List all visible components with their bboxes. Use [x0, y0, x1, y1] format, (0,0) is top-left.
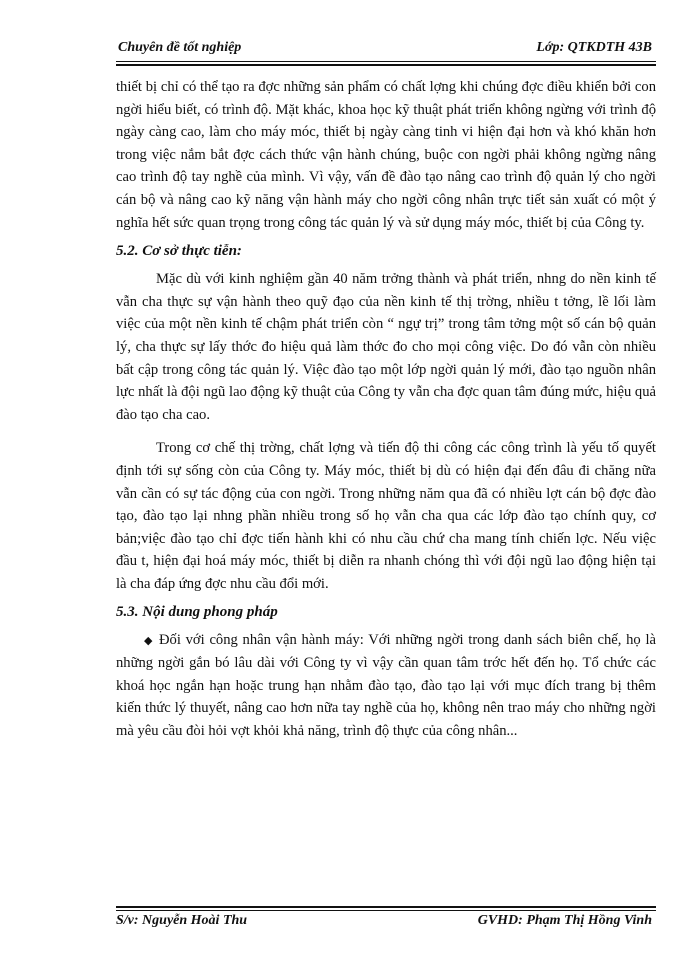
document-body: [116, 76, 656, 742]
paragraph-intro: thiết bị chỉ có thể tạo ra đợc những sản phẩm có chất lợng khi chúng đợc điều khiển bởi con ngời hiểu biết, có trình độ. Mặt khác, khoa học kỹ thuật phát triển không ngừng với trình độ ngày càng cao, làm cho máy móc, thiết bị ngày càng tinh vi hiện đại hơn và khó khăn hơn trong việc nắm bắt đợc cách thức vận hành chúng, buộc con ngời phải không ngừng nâng cao trình độ tay nghề của mình. Vì vậy, vấn đề đào tạo nâng cao trình độ quản lý cho ngời cán bộ và nâng cao kỹ năng vận hành máy cho ngời công nhân trực tiết sản xuất có một ý nghĩa hết sức quan trọng trong công tác quản lý và sử dụng máy móc, thiết bị của Công ty.: [116, 79, 656, 231]
page-header: [116, 38, 656, 58]
header-rule-thin: [116, 61, 656, 62]
paragraph-gap: [116, 426, 656, 437]
diamond-bullet-icon: ◆: [144, 635, 153, 648]
footer-student-name: S/v: Nguyễn Hoài Thu: [116, 913, 248, 928]
footer-rule-thin: [116, 910, 656, 911]
bullet-text: Đối với công nhân vận hành máy: Với những ngời trong danh sách biên chế, họ là những ngời gắn bó lâu dài với Công ty vì vậy cần quan tâm trớc hết đến họ. Tổ chức các khoá học ngắn hạn hoặc trung hạn nhằm đào tạo, đào tạo lại với mục đích trang bị thêm kiến thức lý thuyết, nâng cao hơn nữa tay nghề của họ, không nên trao máy cho những ngời mà yêu cầu đòi hỏi vợt khỏi khả năng, trình độ thực của công nhân...: [116, 632, 656, 739]
footer-supervisor-name: GVHD: Phạm Thị Hồng Vinh: [477, 913, 652, 928]
paragraph-practical-basis: Mặc dù với kinh nghiệm gần 40 năm trởng thành và phát triển, nhng do nền kinh tế vẫn cha thực sự vận hành theo quỹ đạo của nền kinh tế thị trờng, nhiều t tởng, lề lối làm việc của một nền kinh tế chậm phát triển còn “ ngự trị” trong tâm tởng một số cán bộ quản lý, cha thực sự lấy thớc đo hiệu quả làm thớc đo cho mọi công việc. Do đó vẫn còn nhiều bất cập trong công tác quản lý. Việc đào tạo một lớp ngời quản lý mới, đào tạo nguồn nhân lực nhất là đội ngũ lao động kỹ thuật của Công ty vẫn cha đợc quan tâm đúng mức, hiệu quả đào tạo cha cao.: [116, 271, 656, 423]
page-footer: [116, 913, 656, 933]
header-class-label: Lớp: QTKDTH 43B: [536, 40, 652, 55]
footer-rule-thick: [116, 906, 656, 908]
paragraph-bullet-workers: [116, 629, 656, 742]
section-heading-5-3: 5.3. Nội dung phong pháp: [116, 604, 278, 621]
paragraph-market-mechanism: Trong cơ chế thị trờng, chất lợng và tiến độ thi công các công trình là yếu tố quyết định tới sự sống còn của Công ty. Máy móc, thiết bị dù có hiện đại đến đâu đi chăng nữa vẫn cần có sự tác động của con ngời. Trong những năm qua đã có nhiều lợt cán bộ đợc đào tạo, đào tạo lại nhng phần nhiều trong số họ vẫn cha qua các lớp đào tạo chính quy, cơ bản;việc đào tạo chỉ đợc tiến hành khi có nhu cầu chứ cha mang tính chiến lợc. Nếu việc đầu t, hiện đại hoá máy móc, thiết bị diễn ra nhanh chóng thì với đội ngũ lao động hiện tại là cha đáp ứng đợc nhu cầu đổi mới.: [116, 440, 656, 592]
header-rule-thick: [116, 64, 656, 66]
section-heading-5-2: 5.2. Cơ sở thực tiễn:: [116, 243, 242, 260]
header-course-title: Chuyên đề tốt nghiệp: [118, 40, 242, 55]
